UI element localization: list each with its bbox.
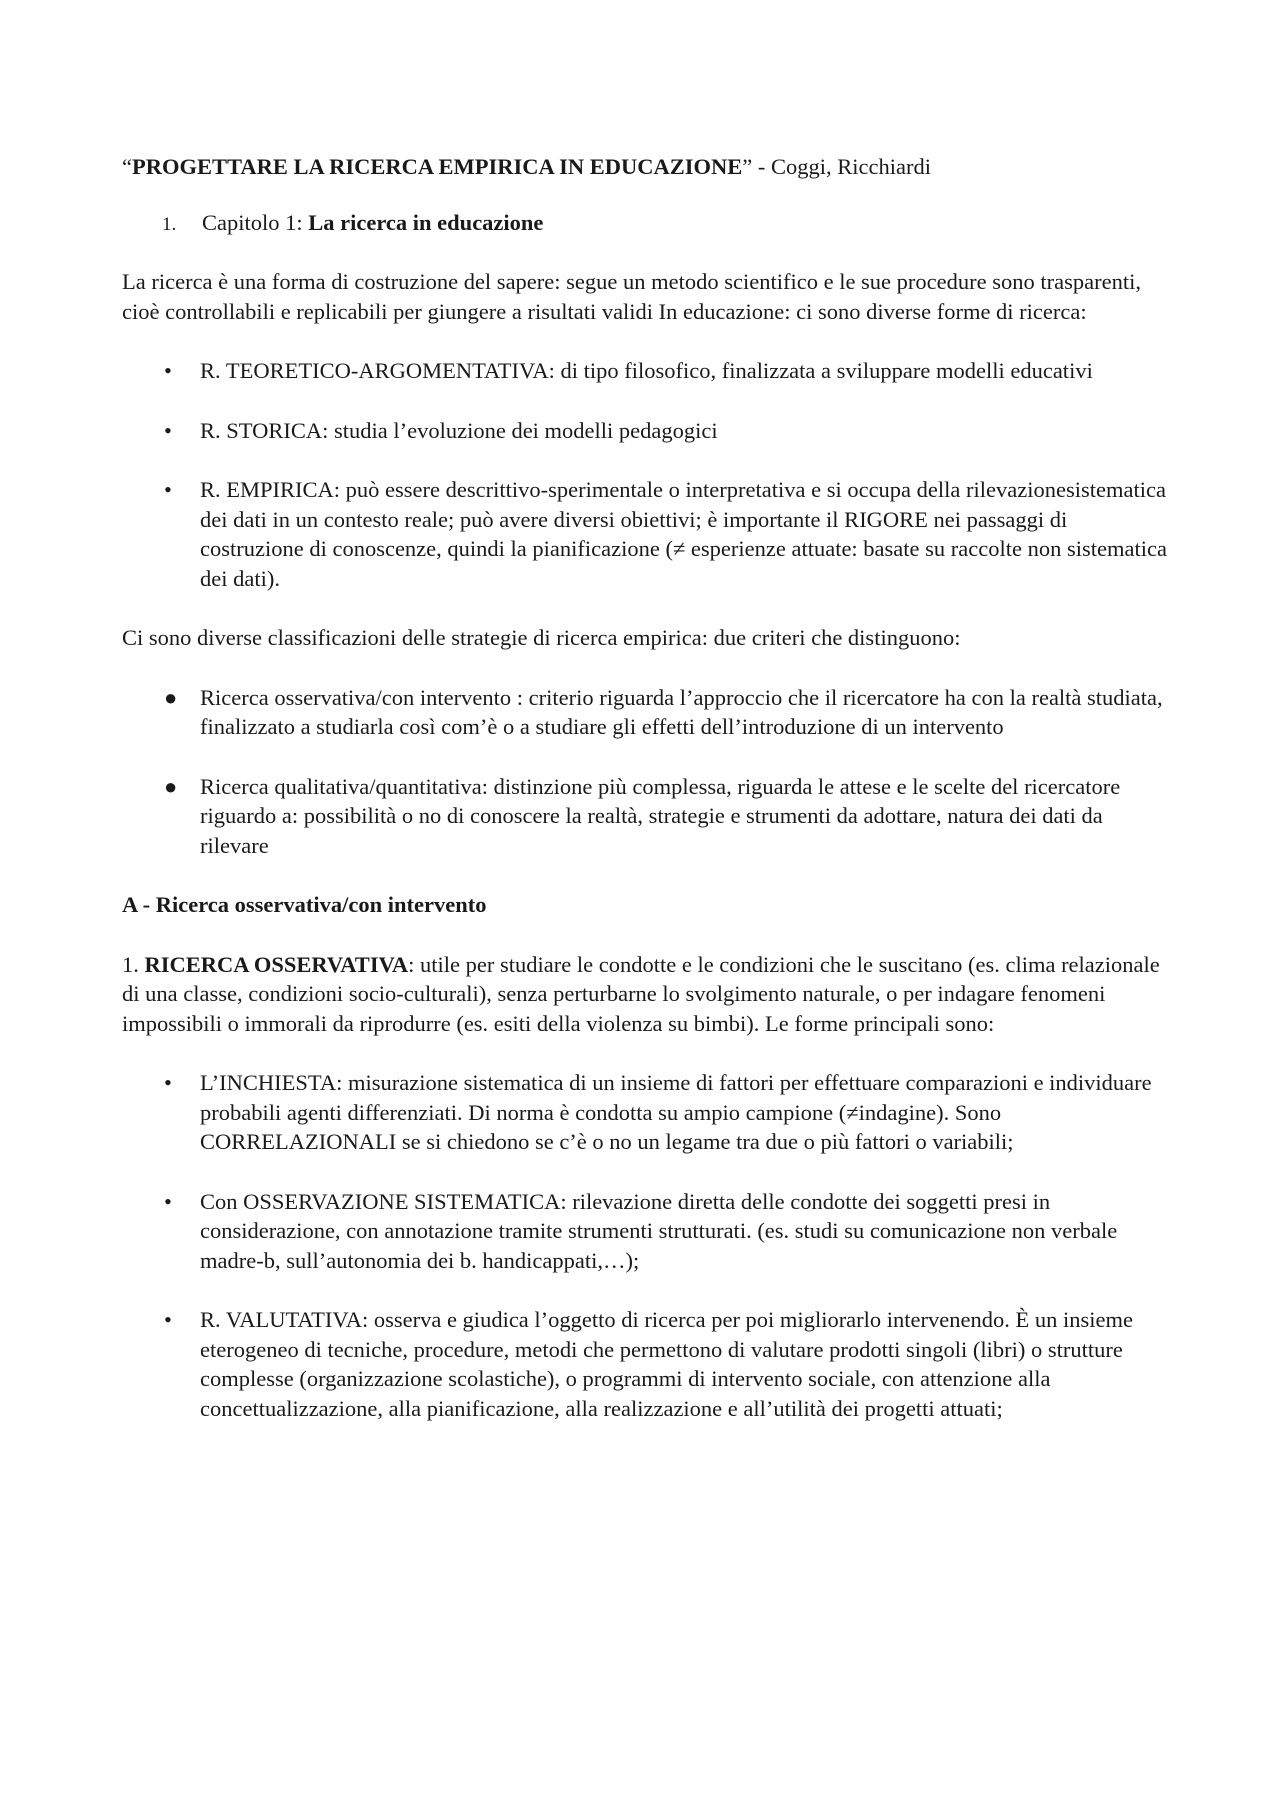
list-item-text: R. STORICA: studia l’evoluzione dei modelli pedagogici: [200, 417, 718, 443]
document-title: [122, 152, 1172, 182]
chapter-heading: [162, 208, 1172, 240]
bullet-icon: •: [164, 358, 172, 383]
title-open-quote: “: [122, 154, 132, 179]
bullet-icon: •: [164, 417, 172, 443]
bullet-icon: •: [164, 477, 172, 502]
observational-forms-list: [122, 1068, 1172, 1423]
list-item-text: Ricerca osservativa/con intervento : criterio riguarda l’approccio che il ricercatore ha con la realtà studiata, finalizzato a studiarla così com’è o a studiare gli effetti dell’introduzione di un intervento: [200, 684, 1163, 739]
list-item: [122, 683, 1172, 742]
obs-title: RICERCA OSSERVATIVA: [144, 951, 409, 977]
section-a-heading: A - Ricerca osservativa/con intervento: [122, 892, 487, 917]
criteria-list: [122, 683, 1172, 861]
list-item: [122, 416, 1172, 446]
list-item-text: Ricerca qualitativa/quantitativa: distinzione più complessa, riguarda le attese e le scelte del ricercatore riguardo a: possibilità o no di conoscere la realtà, strategie e strumenti da adottare, natura dei dati da rilevare: [200, 773, 1121, 858]
title-authors: ” - Coggi, Ricchiardi: [742, 154, 931, 179]
research-forms-list: [122, 356, 1172, 593]
list-item-text: L’INCHIESTA: misurazione sistematica di un insieme di fattori per effettuare comparazioni e individuare probabili agenti differenziati. Di norma è condotta su ampio campione (≠indagine). Sono CORRELAZIONALI se si chiedono se c’è o no un legame tra due o più fattori o variabili;: [200, 1070, 1152, 1154]
list-item: [122, 772, 1172, 861]
bullet-icon: ●: [164, 684, 178, 710]
list-item: [122, 1068, 1172, 1157]
title-bold: PROGETTARE LA RICERCA EMPIRICA IN EDUCAZIONE: [132, 154, 743, 179]
chapter-number: 1.: [162, 213, 177, 235]
observational-paragraph: [122, 950, 1172, 1039]
chapter-title: La ricerca in educazione: [308, 209, 544, 235]
obs-number: 1.: [122, 951, 145, 977]
bullet-icon: ●: [164, 773, 178, 799]
bullet-icon: •: [164, 1307, 172, 1332]
list-item: [122, 356, 1172, 386]
list-item: [122, 1305, 1172, 1423]
list-item: [122, 1187, 1172, 1276]
list-item-text: R. TEORETICO-ARGOMENTATIVA: di tipo filosofico, finalizzata a sviluppare modelli educativi: [200, 358, 1093, 383]
bullet-icon: •: [164, 1188, 172, 1214]
obs-text: : utile per studiare le condotte e le condizioni che le suscitano (es. clima relazionale di una classe, condizioni socio-culturali), senza perturbarne lo svolgimento naturale, o per indagare fenomeni impossibili o immorali da riprodurre (es. esiti della violenza su bimbi). Le forme principali sono:: [122, 951, 1160, 1036]
list-item-text: R. EMPIRICA: può essere descrittivo-sperimentale o interpretativa e si occupa della rilevazionesistematica dei dati in un contesto reale; può avere diversi obiettivi; è importante il RIGORE nei passaggi di costruzione di conoscenze, quindi la pianificazione (≠ esperienze attuate: basate su raccolte non sistematica dei dati).: [200, 477, 1167, 591]
document-page: [122, 152, 1172, 1453]
classification-paragraph: Ci sono diverse classificazioni delle strategie di ricerca empirica: due criteri che distinguono:: [122, 625, 961, 650]
list-item-text: Con OSSERVAZIONE SISTEMATICA: rilevazione diretta delle condotte dei soggetti presi in considerazione, con annotazione tramite strumenti strutturati. (es. studi su comunicazione non verbale madre-b, sull’autonomia dei b. handicappati,…);: [200, 1188, 1118, 1273]
intro-paragraph: La ricerca è una forma di costruzione del sapere: segue un metodo scientifico e le sue procedure sono trasparenti, cioè controllabili e replicabili per giungere a risultati validi In educazione: ci sono diverse forme di ricerca:: [122, 269, 1141, 324]
list-item-text: R. VALUTATIVA: osserva e giudica l’oggetto di ricerca per poi migliorarlo intervenendo. È un insieme eterogeneo di tecniche, procedure, metodi che permettono di valutare prodotti singoli (libri) o strutture complesse (organizzazione scolastiche), o programmi di intervento sociale, con attenzione alla concettualizzazione, alla pianificazione, alla realizzazione e all’utilità dei progetti attuati;: [200, 1307, 1133, 1421]
bullet-icon: •: [164, 1070, 172, 1095]
chapter-prefix: Capitolo 1:: [202, 209, 309, 235]
list-item: [122, 475, 1172, 593]
